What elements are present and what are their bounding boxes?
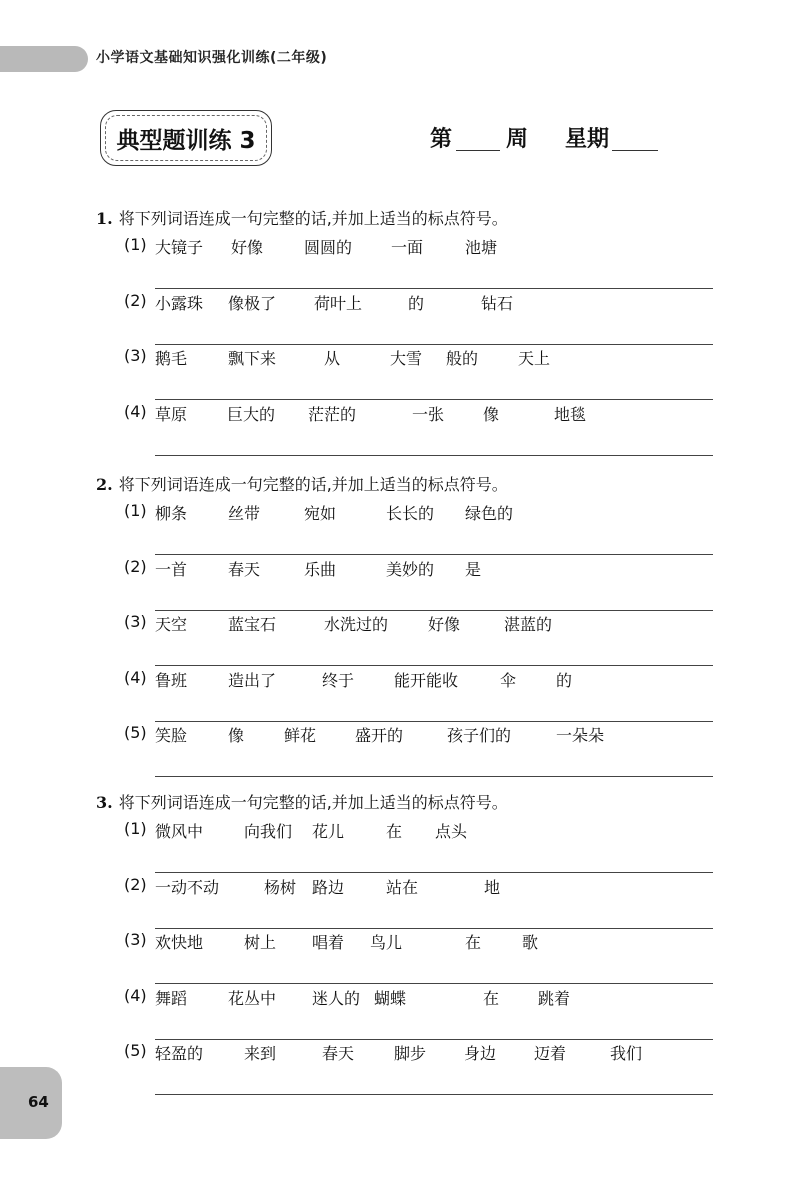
week-suffix: 周 (506, 127, 529, 152)
word-chip: 在 (483, 988, 500, 1008)
word-chip: 盛开的 (355, 726, 404, 745)
book-title: 小学语文基础知识强化训练(二年级) (96, 50, 328, 66)
item-label: (1) (124, 501, 147, 520)
word-chip: 像 (228, 726, 245, 745)
item-label: (3) (124, 612, 147, 631)
word-chip: 一首 (155, 559, 188, 579)
word-chip: 蓝宝石 (228, 615, 277, 634)
word-chip: 伞 (500, 670, 517, 690)
exercise-item (124, 557, 724, 581)
answer-line[interactable] (155, 776, 713, 777)
word-chip: 好像 (231, 238, 264, 257)
word-chip: 鹅毛 (155, 349, 188, 368)
word-chip: 一面 (391, 238, 424, 257)
word-chip: 乐曲 (304, 559, 337, 579)
weekday-label: 星期 (565, 127, 610, 152)
exercise-item (124, 819, 724, 843)
item-label: (1) (124, 235, 147, 254)
word-chip: 身边 (464, 1044, 497, 1063)
item-label: (2) (124, 874, 147, 894)
word-chip: 长长的 (386, 504, 435, 523)
answer-line[interactable] (155, 872, 713, 873)
item-label: (3) (124, 930, 147, 949)
question-number: 1. (96, 209, 113, 228)
answer-line[interactable] (155, 1039, 713, 1040)
word-chip: 来到 (244, 1044, 277, 1063)
word-chip: 舞蹈 (155, 988, 188, 1008)
word-chip: 钻石 (481, 293, 514, 313)
week-prefix: 第 (430, 127, 453, 152)
word-chip: 一朵朵 (556, 726, 605, 745)
word-chip: 轻盈的 (155, 1044, 204, 1063)
answer-line[interactable] (155, 344, 713, 345)
word-chip: 湛蓝的 (504, 615, 553, 634)
word-chip: 终于 (322, 670, 355, 690)
word-chip: 鲜花 (284, 726, 317, 745)
word-chip: 茫茫的 (308, 404, 357, 424)
exercise-item (124, 346, 724, 370)
word-chip: 一动不动 (155, 877, 220, 897)
word-chip: 能开能收 (394, 670, 459, 690)
word-chip: 向我们 (244, 822, 293, 841)
word-chip: 圆圆的 (304, 238, 353, 257)
question-prompt: 将下列词语连成一句完整的话,并加上适当的标点符号。 (118, 793, 508, 812)
word-chip: 天上 (518, 349, 551, 368)
word-chip: 小露珠 (155, 293, 204, 313)
word-chip: 是 (465, 559, 482, 579)
word-chip: 春天 (322, 1044, 355, 1063)
answer-line[interactable] (155, 399, 713, 400)
item-label: (4) (124, 667, 147, 687)
question-title (96, 206, 508, 229)
word-chip: 丝带 (228, 504, 261, 523)
word-chip: 脚步 (394, 1044, 427, 1063)
page-number: 64 (28, 1093, 49, 1111)
section-badge (100, 110, 272, 166)
word-chip: 杨树 (264, 877, 297, 897)
exercise-item (124, 986, 724, 1010)
answer-line[interactable] (155, 288, 713, 289)
word-chip: 跳着 (538, 988, 571, 1008)
question-prompt: 将下列词语连成一句完整的话,并加上适当的标点符号。 (118, 475, 508, 494)
word-chip: 般的 (446, 349, 479, 368)
word-chip: 花丛中 (228, 988, 277, 1008)
word-chip: 美妙的 (386, 559, 435, 579)
exercise-item (124, 235, 724, 259)
section-title: 典型题训练 3 (116, 127, 256, 154)
word-chip: 像极了 (228, 293, 277, 313)
word-chip: 鸟儿 (370, 933, 403, 952)
word-chip: 草原 (155, 404, 188, 424)
word-chip: 我们 (610, 1044, 643, 1063)
word-chip: 微风中 (155, 822, 204, 841)
word-chip: 歌 (522, 933, 539, 952)
word-chip: 的 (556, 670, 573, 690)
exercise-item (124, 291, 724, 315)
word-chip: 迷人的 (312, 988, 361, 1008)
word-chip: 绿色的 (465, 504, 514, 523)
item-label: (5) (124, 723, 147, 742)
answer-line[interactable] (155, 721, 713, 722)
exercise-item (124, 402, 724, 426)
word-chip: 花儿 (312, 822, 345, 841)
word-chip: 飘下来 (228, 349, 277, 368)
header-tab (0, 46, 88, 72)
question-number: 3. (96, 793, 113, 812)
word-chip: 站在 (386, 877, 419, 897)
answer-line[interactable] (155, 665, 713, 666)
word-chip: 笑脸 (155, 726, 188, 745)
item-label: (1) (124, 819, 147, 838)
exercise-item (124, 612, 724, 636)
exercise-item (124, 875, 724, 899)
answer-line[interactable] (155, 455, 713, 456)
word-chip: 巨大的 (227, 404, 276, 424)
answer-line[interactable] (155, 983, 713, 984)
item-label: (5) (124, 1041, 147, 1060)
word-chip: 宛如 (304, 504, 337, 523)
word-chip: 天空 (155, 615, 188, 634)
exercise-item (124, 1041, 724, 1065)
word-chip: 水洗过的 (324, 615, 389, 634)
question-prompt: 将下列词语连成一句完整的话,并加上适当的标点符号。 (118, 209, 508, 228)
word-chip: 造出了 (228, 670, 277, 690)
exercise-item (124, 501, 724, 525)
item-label: (3) (124, 346, 147, 365)
word-chip: 的 (408, 293, 425, 313)
word-chip: 树上 (244, 933, 277, 952)
word-chip: 路边 (312, 877, 345, 897)
word-chip: 春天 (228, 559, 261, 579)
word-chip: 地 (484, 877, 501, 897)
answer-line[interactable] (155, 554, 713, 555)
exercise-item (124, 723, 724, 747)
word-chip: 像 (483, 404, 500, 424)
item-label: (4) (124, 985, 147, 1005)
weekday-blank[interactable] (612, 150, 658, 151)
word-chip: 从 (324, 349, 341, 368)
word-chip: 大雪 (390, 349, 423, 368)
item-label: (4) (124, 401, 147, 421)
word-chip: 柳条 (155, 504, 188, 523)
word-chip: 地毯 (554, 404, 587, 424)
word-chip: 在 (465, 933, 482, 952)
question-title (96, 472, 508, 495)
word-chip: 迈着 (534, 1044, 567, 1063)
word-chip: 点头 (435, 822, 468, 841)
word-chip: 池塘 (465, 238, 498, 257)
answer-line[interactable] (155, 1094, 713, 1095)
week-blank[interactable] (456, 150, 500, 151)
word-chip: 大镜子 (155, 238, 204, 257)
answer-line[interactable] (155, 928, 713, 929)
word-chip: 孩子们的 (447, 726, 512, 745)
exercise-item (124, 668, 724, 692)
item-label: (2) (124, 290, 147, 310)
word-chip: 在 (386, 822, 403, 841)
word-chip: 一张 (412, 404, 445, 424)
question-title (96, 790, 508, 813)
word-chip: 唱着 (312, 933, 345, 952)
question-number: 2. (96, 475, 113, 494)
word-chip: 好像 (428, 615, 461, 634)
word-chip: 蝴蝶 (374, 988, 407, 1008)
item-label: (2) (124, 556, 147, 576)
exercise-item (124, 930, 724, 954)
answer-line[interactable] (155, 610, 713, 611)
word-chip: 鲁班 (155, 670, 188, 690)
word-chip: 欢快地 (155, 933, 204, 952)
word-chip: 荷叶上 (314, 293, 363, 313)
